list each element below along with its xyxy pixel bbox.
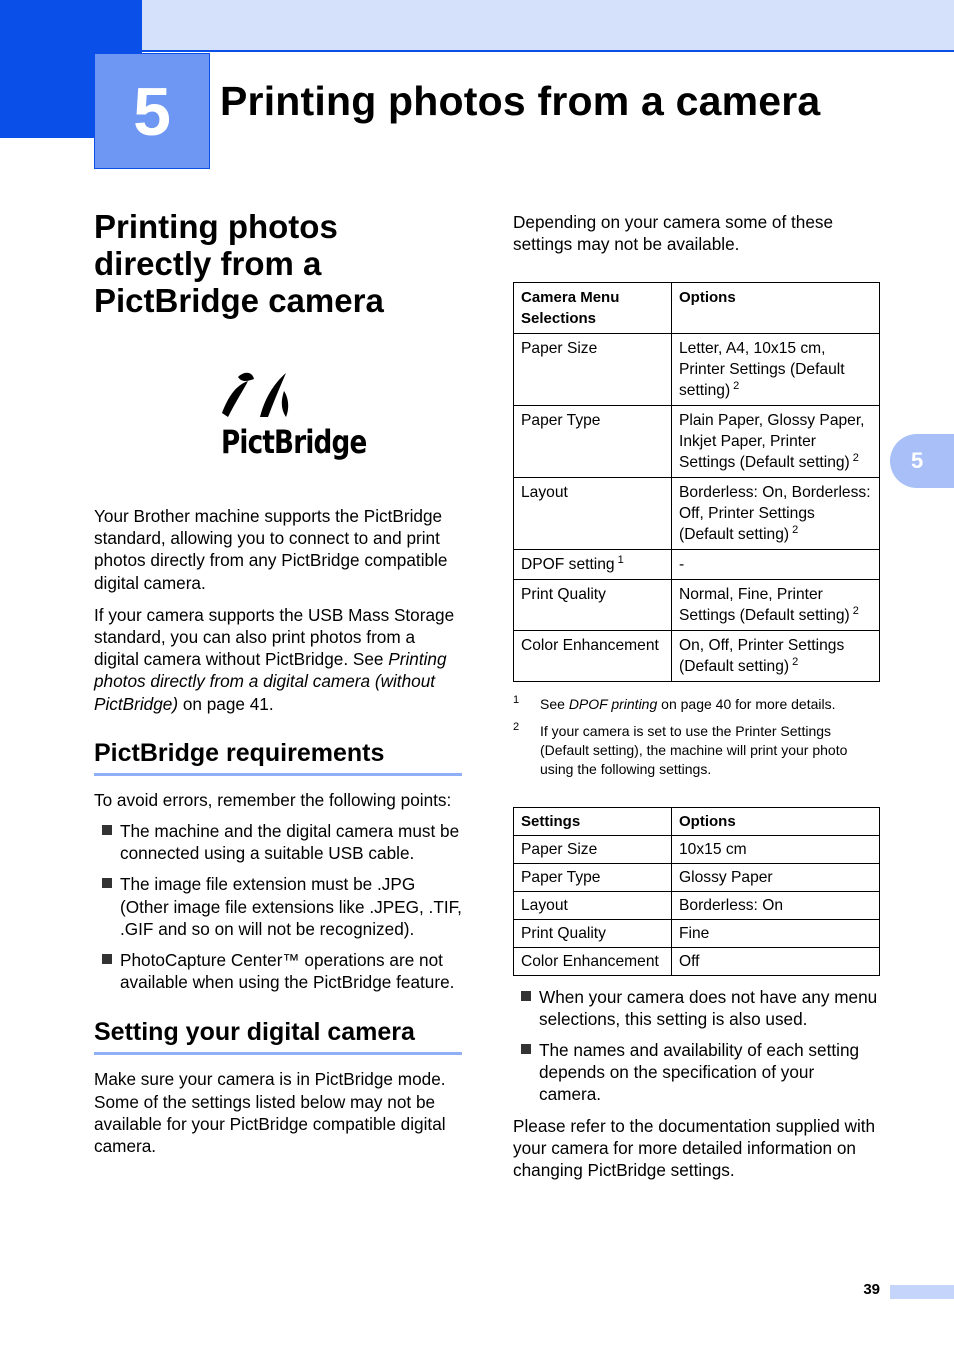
list-item: [94, 873, 462, 940]
bullet-square-icon: [102, 878, 112, 888]
footnote: 1 See DPOF printing on page 40 for more details.: [513, 694, 836, 713]
table-cell: Off: [672, 947, 880, 975]
footnote-ref: 2: [792, 656, 799, 669]
bullet-square-icon: [102, 825, 112, 835]
footnote-ref: 2: [733, 380, 740, 393]
table-cell: Paper Type: [514, 406, 672, 478]
table-header-cell: Settings: [514, 807, 672, 835]
right-column: [513, 211, 880, 1181]
list-item-text: PhotoCapture Center™ operations are not available when using the PictBridge feature.: [120, 950, 455, 993]
table-header-row: [514, 283, 880, 334]
closing-paragraph: Please refer to the documentation supplied with your camera for more detailed information on changing PictBridge settings.: [513, 1115, 876, 1181]
page-number: 39: [863, 1281, 880, 1298]
list-item: [94, 949, 462, 993]
footnote-ref: 2: [852, 605, 859, 618]
table-row: [514, 863, 880, 891]
table-row: [514, 631, 880, 682]
cross-reference-link[interactable]: Printing photos directly from a digital camera (without PictBridge): [94, 649, 447, 714]
requirements-heading: PictBridge requirements: [94, 739, 462, 776]
table-cell: Plain Paper, Glossy Paper, Inkjet Paper, Printer Settings (Default setting) $^2$: [672, 406, 880, 478]
intro-paragraph-2: [94, 604, 462, 715]
table-cell: Layout: [514, 891, 672, 919]
table-cell: Print Quality: [514, 580, 672, 631]
intro-page-ref: on page 41.: [178, 693, 274, 714]
default-settings-table: [513, 807, 880, 976]
bullet-square-icon: [521, 1044, 531, 1054]
table-cell: Glossy Paper: [672, 863, 880, 891]
footnotes: [513, 695, 880, 779]
list-item: [513, 1039, 880, 1106]
settings-intro: Depending on your camera some of these settings may not be available.: [513, 212, 834, 255]
table-cell: On, Off, Printer Settings (Default setting) $^2$: [672, 631, 880, 682]
table-header-row: [514, 807, 880, 835]
intro-text: If your camera supports the USB Mass Storage standard, you can also print photos from a digital camera without PictBridge. See: [94, 604, 455, 670]
table-row: [514, 947, 880, 975]
intro-paragraph-1: Your Brother machine supports the PictBridge standard, allowing you to connect to and print photos directly from any PictBridge compatible digital camera.: [94, 506, 448, 593]
table-header-cell: Options: [672, 283, 880, 334]
table-cell: Paper Size: [514, 835, 672, 863]
table-cell: Color Enhancement: [514, 947, 672, 975]
table-row: [514, 334, 880, 406]
table-row: [514, 478, 880, 550]
list-item-text: When your camera does not have any menu selections, this setting is also used.: [539, 986, 878, 1029]
list-item: [94, 820, 462, 864]
table-row: [514, 919, 880, 947]
table-cell: Borderless: On, Borderless: Off, Printer Settings (Default setting) $^2$: [672, 478, 880, 550]
pictbridge-logo: [94, 367, 462, 467]
list-item: [513, 986, 880, 1030]
list-item-text: The machine and the digital camera must be connected using a suitable USB cable.: [120, 821, 460, 864]
list-item-text: The names and availability of each setting depends on the specification of your camera.: [539, 1040, 860, 1105]
setting-camera-heading: Setting your digital camera: [94, 1018, 462, 1055]
table-row: [514, 406, 880, 478]
section-title: Printing photos directly from a PictBridge camera: [94, 208, 384, 319]
footer-bar: [890, 1285, 954, 1299]
table-cell: 10x15 cm: [672, 835, 880, 863]
chapter-title: Printing photos from a camera: [220, 78, 821, 124]
chapter-number-box: 5: [94, 53, 210, 169]
table-cell: Normal, Fine, Printer Settings (Default setting) $^2$: [672, 580, 880, 631]
pictbridge-mark-icon: [214, 367, 314, 425]
table-row: [514, 835, 880, 863]
footnote-ref: 1: [617, 554, 624, 567]
requirements-intro: To avoid errors, remember the following points:: [94, 789, 452, 810]
table-cell: Fine: [672, 919, 880, 947]
footnote-ref: 2: [792, 524, 799, 537]
pictbridge-logo-text: PictBridge: [221, 423, 367, 461]
bullet-square-icon: [521, 991, 531, 1001]
footnote: 2 If your camera is set to use the Printer Settings (Default setting), the machine will print your photo using the following settings.: [513, 720, 848, 778]
table-cell: Color Enhancement: [514, 631, 672, 682]
camera-menu-table: [513, 282, 880, 682]
table-cell: Letter, A4, 10x15 cm, Printer Settings (Default setting) $^2$: [672, 334, 880, 406]
table-row: [514, 580, 880, 631]
table-row: [514, 550, 880, 580]
table-cell: Print Quality: [514, 919, 672, 947]
footnote-ref: 2: [852, 452, 859, 465]
setting-camera-paragraph: Make sure your camera is in PictBridge mode. Some of the settings listed below may not be available for your PictBridge compatible digital camera.: [94, 1069, 446, 1157]
requirements-list: [94, 820, 462, 993]
table-cell: Paper Type: [514, 863, 672, 891]
table-row: [514, 891, 880, 919]
table-cell: -: [672, 550, 880, 580]
table-cell: Paper Size: [514, 334, 672, 406]
chapter-side-tab: 5: [890, 434, 954, 488]
table-cell: Borderless: On: [672, 891, 880, 919]
table-header-cell: Camera Menu Selections: [514, 283, 672, 334]
bullet-square-icon: [102, 954, 112, 964]
table-header-cell: Options: [672, 807, 880, 835]
table-cell: DPOF setting $^1$: [514, 550, 672, 580]
table-cell: Layout: [514, 478, 672, 550]
notes-list: [513, 986, 880, 1106]
list-item-text: The image file extension must be .JPG (Other image file extensions like .JPEG, .TIF, .GIF and so on will not be recognized).: [120, 874, 462, 939]
header-band-light: [142, 0, 954, 52]
left-column: [94, 208, 462, 1157]
